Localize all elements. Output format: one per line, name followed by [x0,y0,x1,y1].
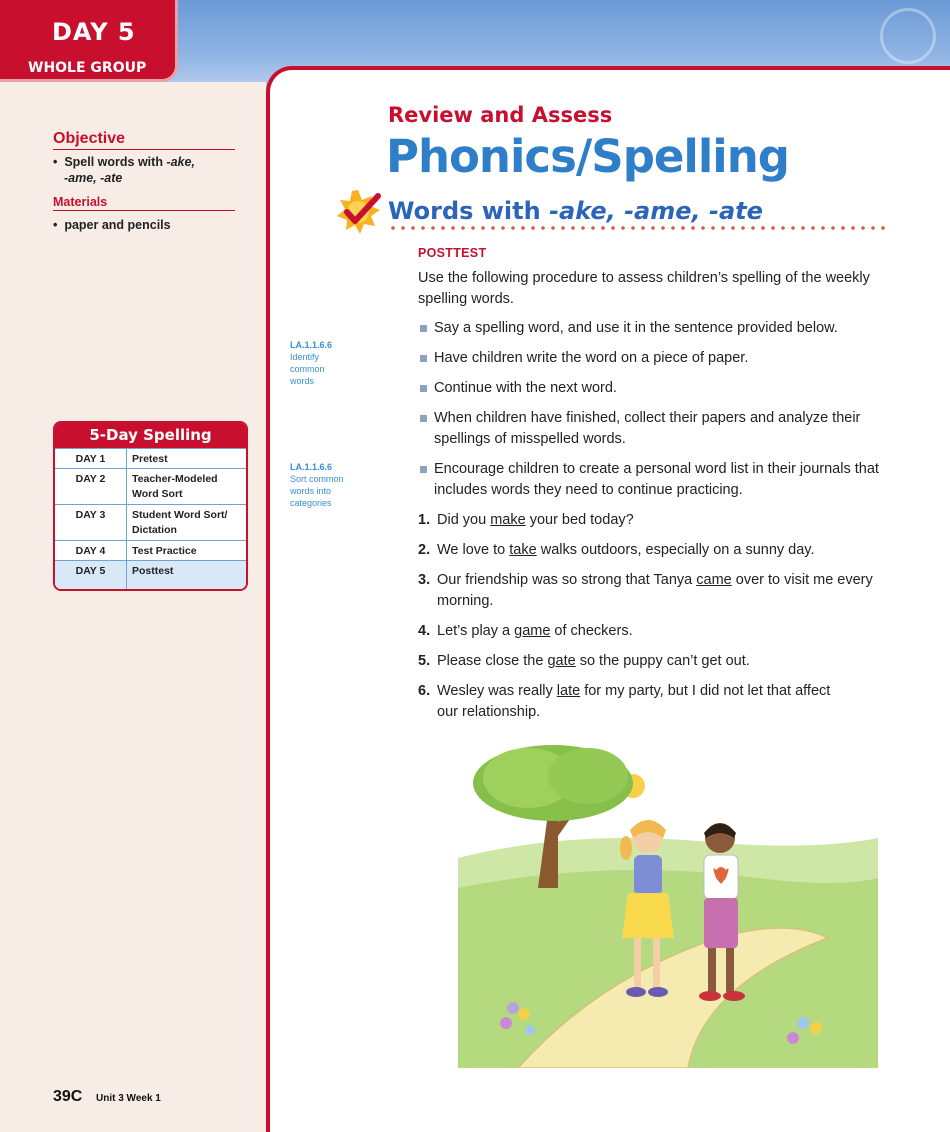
test-sentence [418,570,888,612]
objective-text: Spell words with [64,155,167,169]
sidebar [0,82,266,1132]
table-activity: Posttest [132,565,174,577]
materials-text: paper and pencils [64,218,171,232]
standard-note [290,461,344,509]
standard-text: Sort common [290,474,344,484]
test-sentence [418,510,898,531]
spelling-word: gate [547,653,576,669]
spelling-schedule-table [53,421,248,591]
page-number: 39C [53,1088,83,1105]
sentence-text: so the puppy can’t get out. [575,653,750,669]
square-bullet-icon [420,325,427,332]
sentence-number: 1. [418,512,431,528]
objective-suffix-ame-ate: -ame, -ate [64,171,123,185]
procedure-step [418,459,893,501]
spelling-word: came [696,572,732,588]
table-row [55,540,246,560]
table-day: DAY 2 [55,469,127,504]
table-day: DAY 3 [55,505,127,540]
decorative-circle [880,8,936,64]
checkmark-badge-icon [334,188,382,236]
table-activity: Teacher-Modeled Word Sort [132,473,218,500]
standard-text: words [290,376,315,386]
table-row [55,448,246,468]
sentence-text: Please close the [437,653,548,669]
intro-paragraph: Use the following procedure to assess children’s spelling of the weekly spelling words. [418,270,870,307]
procedure-step [418,378,898,399]
page-title: Phonics/Spelling [386,130,789,183]
bullet: • [53,155,65,169]
posttest-label: POSTTEST [418,246,487,260]
standard-text: words into [290,486,332,496]
sentence-number: 4. [418,623,431,639]
square-bullet-icon [420,385,427,392]
spelling-word: game [514,623,551,639]
subtitle-suffixes: -ake, -ame, -ate [549,197,763,225]
table-activity: Pretest [132,453,168,465]
dotted-divider [388,226,888,230]
materials-item [53,217,171,233]
standard-text: categories [290,498,332,508]
step-text: Say a spelling word, and use it in the sentence provided below. [434,320,838,336]
table-activity: Test Practice [132,545,197,557]
test-sentence [418,540,898,561]
section-kicker: Review and Assess [388,103,613,127]
materials-heading: Materials [53,195,235,211]
unit-week-label: Unit 3 Week 1 [96,1093,161,1104]
test-sentence [418,651,898,672]
spelling-word: late [556,683,581,699]
group-title: WHOLE GROUP [28,60,147,76]
standard-note [290,339,332,387]
sentence-text: Let’s play a [437,623,515,639]
test-sentence [418,681,848,723]
square-bullet-icon [420,415,427,422]
sentence-text: Wesley was really [437,683,557,699]
sentence-text: for my party, but I did not let that affect our relationship. [437,683,831,720]
sentence-text: of checkers. [550,623,633,639]
children-walking-illustration [458,738,878,1068]
subtitle-text: Words with [388,197,550,225]
spelling-word: take [509,542,537,558]
sentence-number: 2. [418,542,431,558]
table-activity: Student Word Sort/ Dictation [132,509,228,536]
procedure-step [418,408,878,450]
day-tab [0,0,178,82]
square-bullet-icon [420,355,427,362]
sentence-text: over to visit me every morning. [437,572,873,609]
step-text: Have children write the word on a piece of paper. [434,350,749,366]
step-text: Encourage children to create a personal word list in their journals that includes words they need to continue practicing. [434,461,879,498]
table-row [55,504,246,540]
sentence-number: 6. [418,683,431,699]
objective-heading: Objective [53,130,235,150]
standard-text: Identify [290,352,320,362]
step-text: When children have finished, collect their papers and analyze their spellings of misspelled words. [434,410,861,447]
table-day: DAY 4 [55,541,127,560]
spelling-word: make [490,512,526,528]
standard-text: common [290,364,325,374]
procedure-step [418,318,898,339]
sentence-number: 3. [418,572,431,588]
table-row [55,468,246,504]
sentence-number: 5. [418,653,431,669]
table-day: DAY 5 [55,561,127,591]
objective-suffix-ake: -ake, [166,155,195,169]
square-bullet-icon [420,466,427,473]
standard-code: LA.1.1.6.6 [290,462,333,472]
procedure-step [418,348,898,369]
sentence-text: We love to [437,542,510,558]
sentence-text: walks outdoors, especially on a sunny day. [536,542,815,558]
bullet: • [53,218,65,232]
spelling-table-title: 5-Day Spelling [55,423,246,448]
table-row-current [55,560,246,591]
standard-code: LA.1.1.6.6 [290,340,333,350]
step-text: Continue with the next word. [434,380,617,396]
day-title: DAY 5 [52,18,136,46]
sentence-text: your bed today? [525,512,634,528]
sentence-text: Did you [437,512,491,528]
objective-item [53,154,195,186]
sentence-text: Our friendship was so strong that Tanya [437,572,697,588]
test-sentence [418,621,898,642]
section-subtitle [388,197,763,225]
table-day: DAY 1 [55,449,127,468]
